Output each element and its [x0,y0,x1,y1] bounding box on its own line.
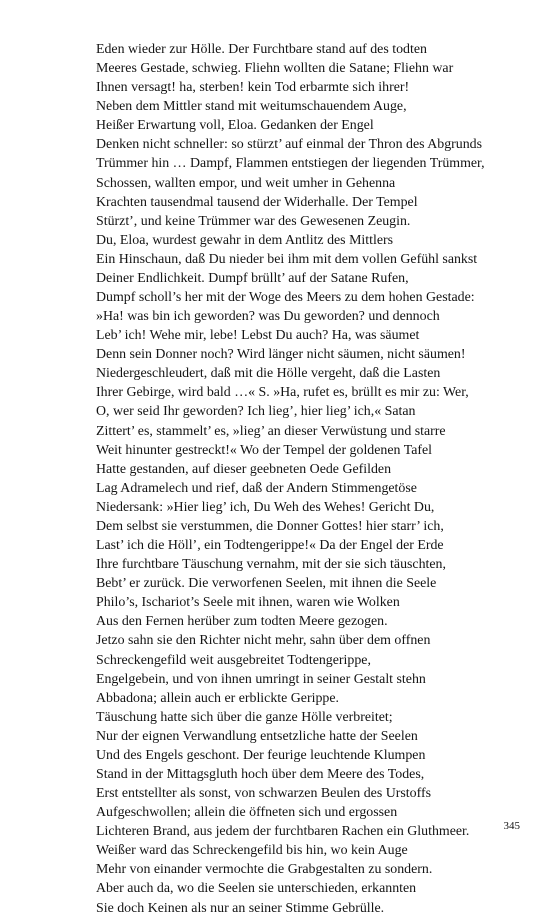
verse-line: Hatte gestanden, auf dieser geebneten Oede Gefilden [96,461,392,477]
verse-line: Bebt’ er zurück. Die verworfenen Seelen, mit ihnen die Seele [96,576,437,592]
verse-line: Schreckengefild weit ausgebreitet Todtengerippe, [96,652,371,668]
verse-line: Eden wieder zur Hölle. Der Furchtbare stand auf des todten [96,42,427,57]
verse-line: Meeres Gestade, schwieg. Fliehn wollten die Satane; Fliehn war [96,61,454,77]
verse-line: Krachten tausendmal tausend der Widerhalle. Der Tempel [96,194,418,210]
verse-line: Ihre furchtbare Täuschung vernahm, mit der sie sich täuschten, [96,557,446,573]
verse-line: Zittert’ es, stammelt’ es, »lieg’ an dieser Verwüstung und starre [96,423,446,439]
verse-line: Erst entstellter als sonst, von schwarzen Beulen des Urstoffs [96,786,431,802]
verse-line: Denken nicht schneller: so stürzt’ auf einmal der Thron des Abgrunds [96,137,483,153]
verse-line: Ihnen versagt! ha, sterben! kein Tod erbarmte sich ihrer! [96,80,410,96]
verse-line: Niedersank: »Hier lieg’ ich, Du Weh des Wehes! Gericht Du, [96,499,435,515]
verse-line: Dem selbst sie verstummen, die Donner Gottes! hier starr’ ich, [96,518,444,534]
verse-line: Nur der eignen Verwandlung entsetzliche hatte der Seelen [96,728,418,744]
verse-line: Mehr von einander vermochte die Grabgestalten zu sondern. [96,862,433,878]
verse-line: Und des Engels geschont. Der feurige leuchtende Klumpen [96,747,426,763]
verse-line: Niedergeschleudert, daß mit die Hölle vergeht, daß die Lasten [96,366,441,382]
verse-line: Aus den Fernen herüber zum todten Meere gezogen. [96,614,388,630]
verse-line: Du, Eloa, wurdest gewahr in dem Antlitz des Mittlers [96,232,394,248]
page-number: 345 [503,820,520,832]
verse-line: Stürzt’, und keine Trümmer war des Gewesenen Zeugin. [96,213,411,229]
verse-line: Neben dem Mittler stand mit weitumschauendem Auge, [96,99,407,115]
verse-line: Ihrer Gebirge, wird bald …« S. »Ha, rufet es, brüllt es mir zu: Wer, [96,385,469,401]
verse-line: Lichteren Brand, aus jedem der furchtbaren Rachen ein Gluthmeer. [96,824,470,840]
verse-line: Weißer ward das Schreckengefild bis hin, wo kein Auge [96,843,408,859]
verse-line: Aber auch da, wo die Seelen sie unterschieden, erkannten [96,881,417,897]
verse-line: Heißer Erwartung voll, Eloa. Gedanken der Engel [96,118,374,134]
verse-line: Weit hinunter gestreckt!« Wo der Tempel der goldenen Tafel [96,442,433,458]
verse-line: Abbadona; allein auch er erblickte Gerippe. [96,690,339,706]
verse-line: O, wer seid Ihr geworden? Ich lieg’, hier lieg’ ich,« Satan [96,404,416,420]
verse-line: Leb’ ich! Wehe mir, lebe! Lebst Du auch? Ha, was säumet [96,328,420,344]
verse-line: Lag Adramelech und rief, daß der Andern Stimmengetöse [96,480,417,496]
verse-line: Jetzo sahn sie den Richter nicht mehr, sahn über dem offnen [96,633,431,649]
verse-line: Schossen, wallten empor, und weit umher in Gehenna [96,175,396,191]
verse-line: Denn sein Donner noch? Wird länger nicht säumen, nicht säumen! [96,347,466,363]
verse-line: Philo’s, Ischariot’s Seele mit ihnen, waren wie Wolken [96,595,400,611]
verse-line: Ein Hinschaun, daß Du nieder bei ihm mit dem vollen Gefühl sankst [96,251,478,267]
verse-line: Sie doch Keinen als nur an seiner Stimme Gebrülle. [96,900,385,916]
verse-text-block [96,40,536,918]
verse-line: Täuschung hatte sich über die ganze Hölle verbreitet; [96,709,393,725]
verse-line: Engelgebein, und von ihnen umringt in seiner Gestalt stehn [96,671,426,687]
verse-line: Dumpf scholl’s her mit der Woge des Meers zu dem hohen Gestade: [96,290,475,306]
verse-line: Aufgeschwollen; allein die öffneten sich und ergossen [96,805,398,821]
verse-line: »Ha! was bin ich geworden? was Du geworden? und dennoch [96,309,440,325]
verse-line: Deiner Endlichkeit. Dumpf brüllt’ auf der Satane Rufen, [96,270,409,286]
verse-line: Last’ ich die Höll’, ein Todtengerippe!« Da der Engel der Erde [96,538,444,554]
verse-line: Trümmer hin … Dampf, Flammen entstiegen der liegenden Trümmer, [96,156,485,172]
verse-line: Stand in der Mittagsgluth hoch über dem Meere des Todes, [96,766,425,782]
